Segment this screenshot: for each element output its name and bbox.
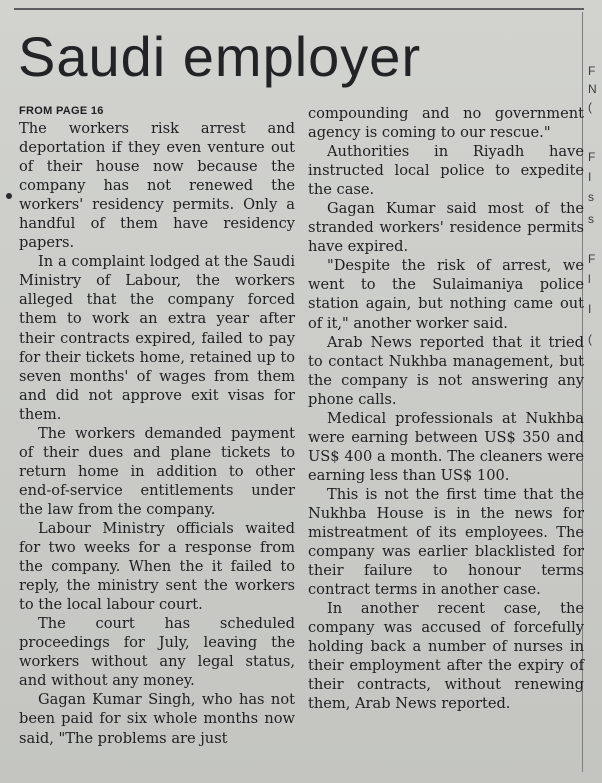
edge-letter: N [588,82,597,96]
edge-letter: s [588,212,594,226]
article-column-2 [308,104,584,714]
ink-dot [6,193,12,199]
top-rule [14,8,584,10]
paragraph: The workers risk arrest and deportation if they even venture out of their house now because the company has not renewed the workers' residency permits. Only a handful of them have residency papers. [19,120,295,252]
edge-letter: ( [588,100,592,114]
edge-letter: I [588,302,592,316]
paragraph: Gagan Kumar said most of the stranded workers' residence permits have expired. [308,200,584,256]
paragraph: "Despite the risk of arrest, we went to the Sulaimaniya police station again, but nothing came out of it," another worker said. [308,257,584,332]
article-column-1 [19,104,295,748]
edge-letter: l [588,272,591,286]
headline: Saudi employer [18,25,422,88]
paragraph: Authorities in Riyadh have instructed local police to expedite the case. [308,143,584,199]
paragraph: This is not the first time that the Nukhba House is in the news for mistreatment of its employees. The company was earlier blacklisted for their failure to honour terms contract terms in another case. [308,485,584,599]
paragraph: The court has scheduled proceedings for July, leaving the workers without any legal status, and without any money. [19,615,295,690]
edge-letter: F [588,150,596,164]
continuation-kicker: FROM PAGE 16 [19,105,104,117]
paragraph: Arab News reported that it tried to contact Nukhba management, but the company is not answering any phone calls. [308,333,584,408]
paragraph: Labour Ministry officials waited for two weeks for a response from the company. When the it failed to reply, the ministry sent the workers to the local labour court. [19,519,295,614]
paragraph: In another recent case, the company was accused of forcefully holding back a number of nurses in their employment after the expiry of their contracts, without renewing them, Arab News reported. [308,600,584,713]
edge-letter: ( [588,332,592,346]
paragraph: In a complaint lodged at the Saudi Ministry of Labour, the workers alleged that the company forced them to work an extra year after their contracts expired, failed to pay for their tickets home, retained up to seven months' of wages from them and did not approve exit visas for them. [19,253,295,423]
adjacent-column-fragment [586,12,602,772]
edge-letter: I [588,170,592,184]
edge-letter: F [588,64,596,78]
edge-letter: F [588,252,596,266]
edge-letter: s [588,190,594,204]
paragraph: Gagan Kumar Singh, who has not been paid for six whole months now said, "The problems are just [19,691,295,747]
paragraph: Medical professionals at Nukhba were earning between US$ 350 and US$ 400 a month. The cleaners were earning less than US$ 100. [308,409,584,484]
paragraph: compounding and no government agency is coming to our rescue." [308,105,584,142]
paragraph: The workers demanded payment of their dues and plane tickets to return home in addition to other end-of-service entitlements under the law from the company. [19,424,295,518]
